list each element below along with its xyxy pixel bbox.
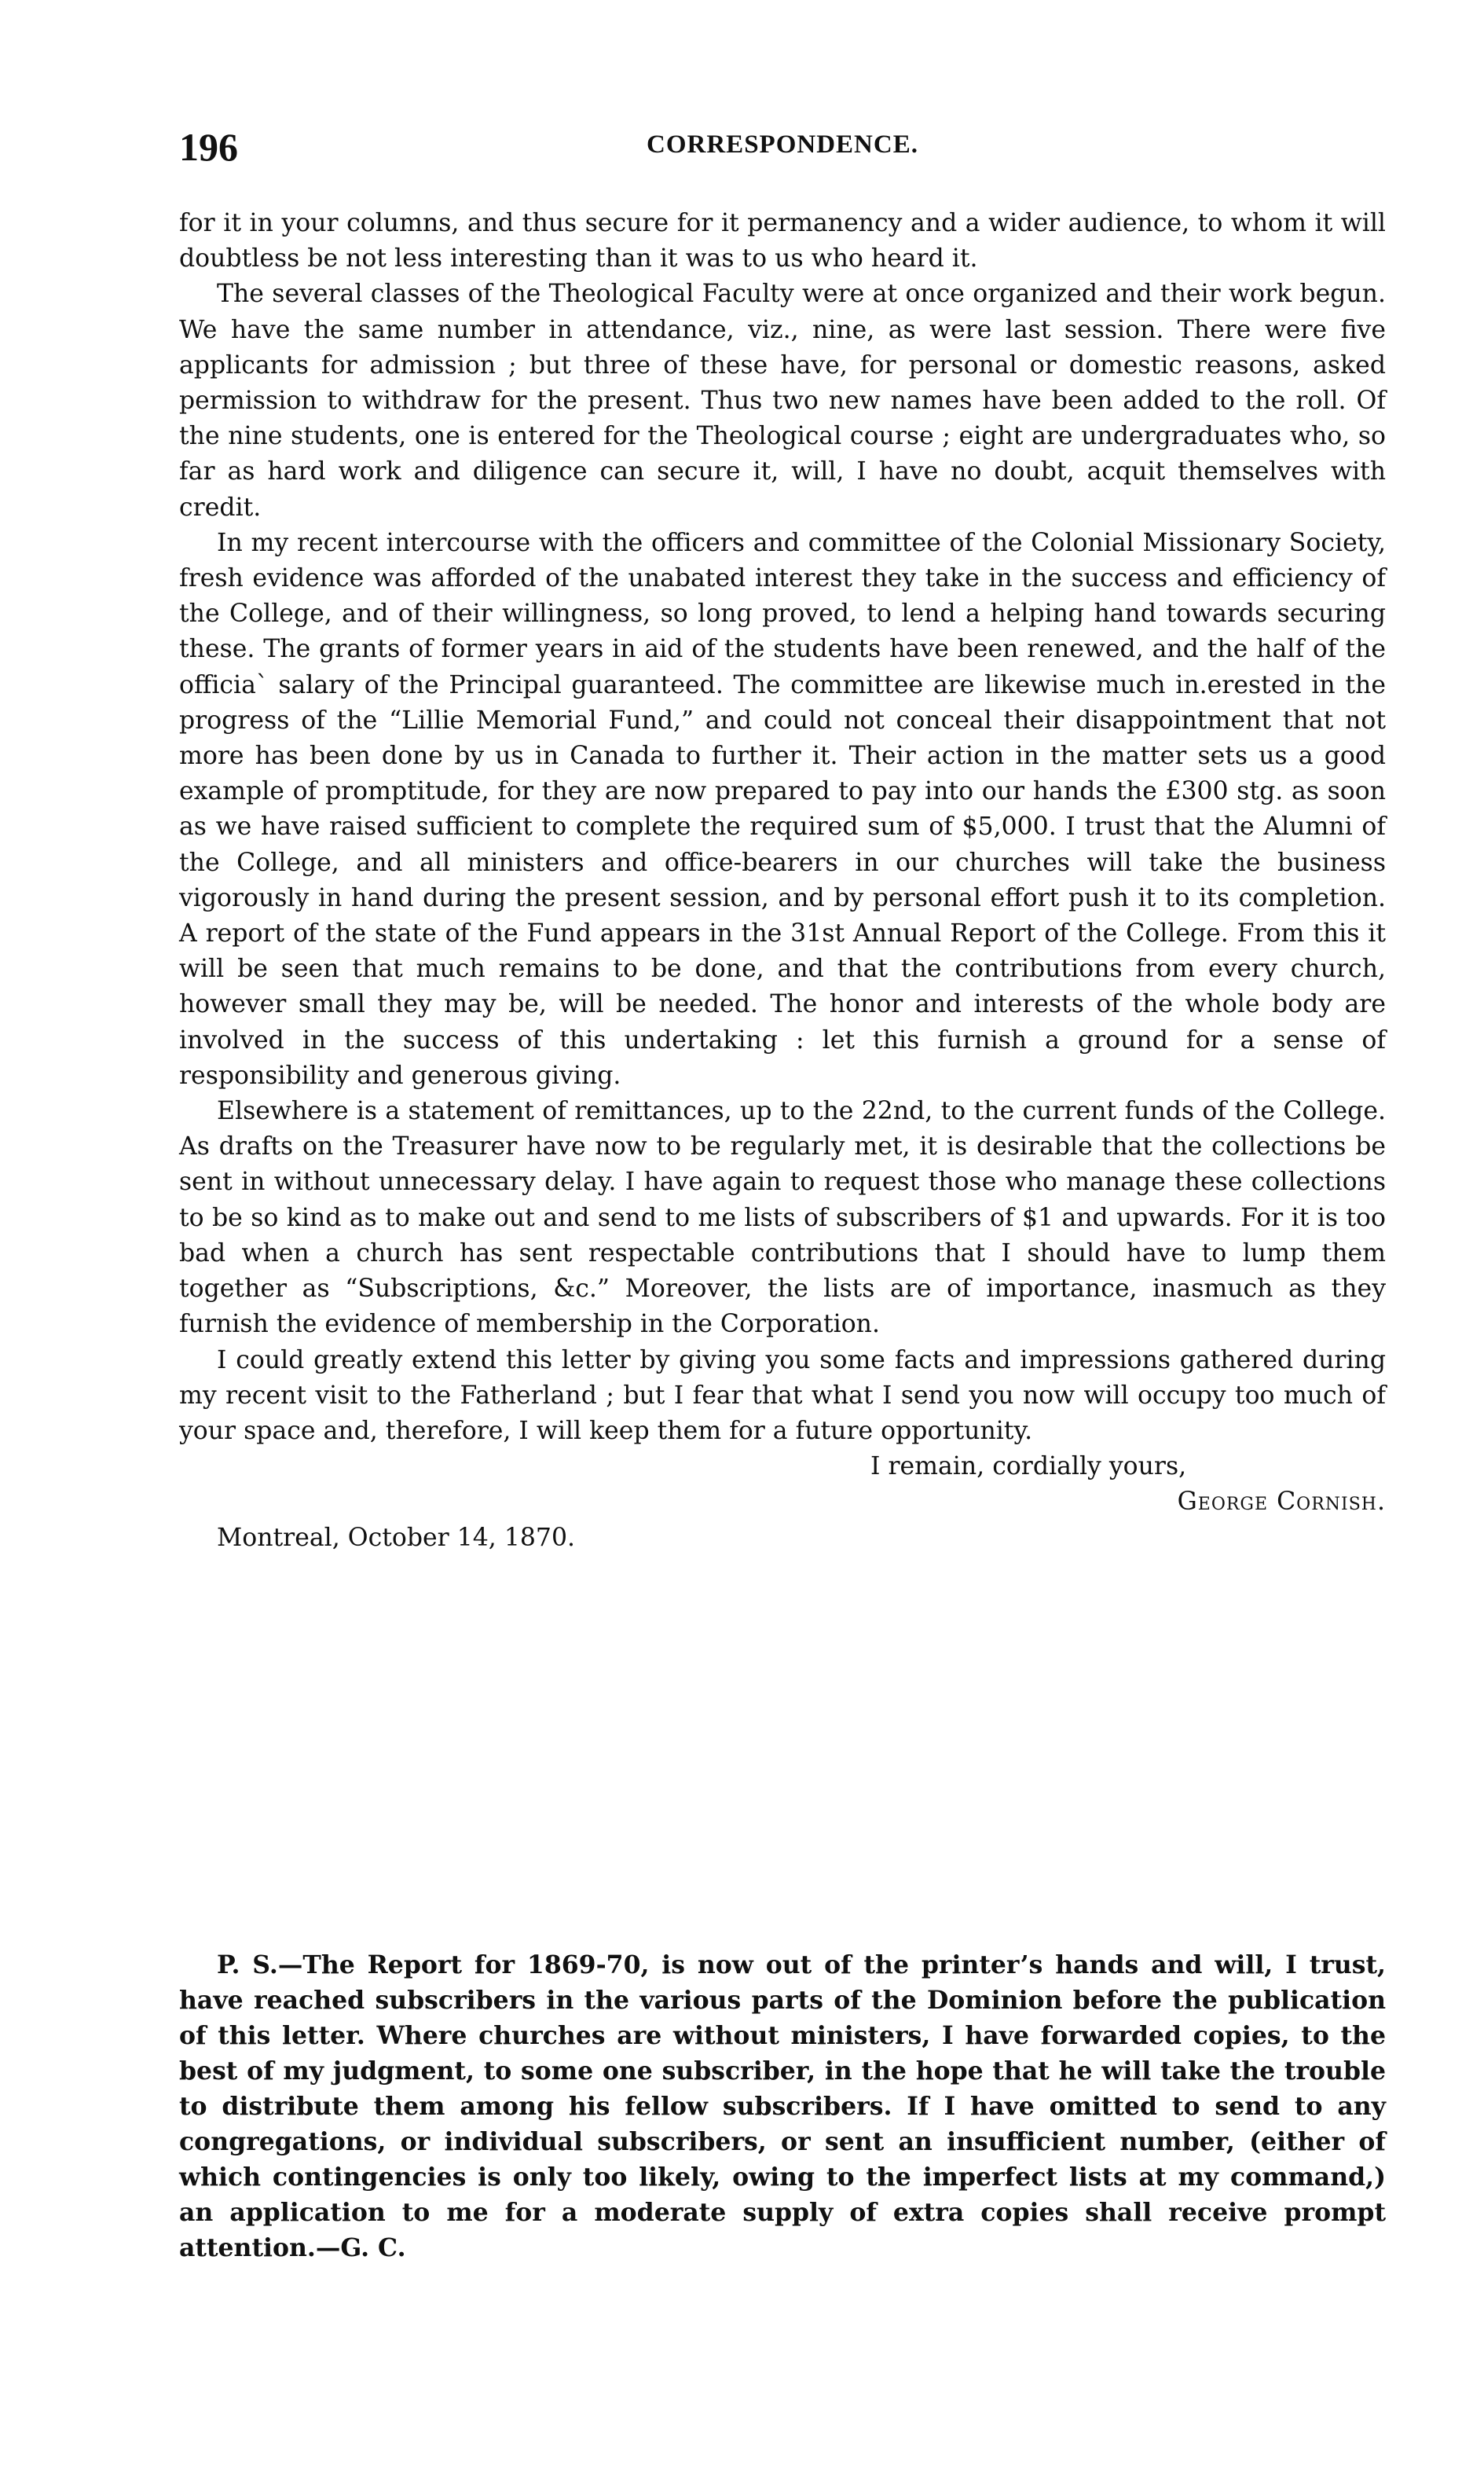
paragraph-closing-remarks: I could greatly extend this letter by giving you some facts and impressions gathered during my recent visit to the Fatherland ; but I fear that what I send you now will occupy too much of your space and, therefore, I will keep them for a future opportunity.: [179, 1345, 1386, 1445]
paragraph-theological-faculty: The several classes of the Theological Faculty were at once organized and their work begun. We have the same number in attendance, viz., nine, as were last session. There were five applicants for admission ; but three of these have, for personal or domestic reasons, asked permission to withdraw for the present. Thus two new names have been added to the roll. Of the nine students, one is entered for the Theological course ; eight are undergraduates who, so far as hard work and diligence can secure it, will, I have no doubt, acquit themselves with credit.: [179, 280, 1386, 522]
valediction: I remain, cordially yours,: [870, 1452, 1187, 1481]
paragraph-remittances: Elsewhere is a statement of remittances, up to the 22nd, to the current funds of the College. As drafts on the Treasurer have now to be regularly met, it is desirable that the collections be sent in without unnecessary delay. I have again to request those who manage these collections to be so kind as to make out and send to me lists of subscribers of $1 and upwards. For it is too bad when a church has sent respectable contributions that I should have to lump them together as “Subscriptions, &c.” Moreover, the lists are of importance, inasmuch as they furnish the evidence of membership in the Corporation.: [179, 1097, 1386, 1339]
letter-body: [179, 206, 1386, 1556]
running-title: CORRESPONDENCE.: [647, 130, 918, 159]
postscript-block: [179, 1947, 1386, 2265]
signature: George Cornish.: [1177, 1488, 1386, 1517]
paragraph-missionary-society: In my recent intercourse with the officers and committee of the Colonial Missionary Society, fresh evidence was afforded of the unabated interest they take in the success and efficiency of the College, and of their willingness, so long proved, to lend a helping hand towards securing these. The grants of former years in aid of the students have been renewed, and the half of the officia` salary of the Principal guaranteed. The committee are likewise much in.erested in the progress of the “Lillie Memorial Fund,” and could not conceal their disappointment that not more has been done by us in Canada to further it. Their action in the matter sets us a good example of promptitude, for they are now prepared to pay into our hands the £300 stg. as soon as we have raised sufficient to complete the required sum of $5,000. I trust that the Alumni of the College, and all ministers and office-bearers in our churches will take the business vigorously in hand during the present session, and by personal effort push it to its completion. A report of the state of the Fund appears in the 31st Annual Report of the College. From this it will be seen that much remains to be done, and that the contributions from every church, however small they may be, will be needed. The honor and interests of the whole body are involved in the success of this undertaking : let this furnish a ground for a sense of responsibility and generous giving.: [179, 528, 1386, 1090]
paragraph-continuation: for it in your columns, and thus secure for it permanency and a wider audience, to whom it will doubtless be not less interesting than it was to us who heard it.: [179, 209, 1386, 273]
postscript: P. S.—The Report for 1869-70, is now out of the printer’s hands and will, I trust, have reached subscribers in the various parts of the Dominion before the publication of this letter. Where churches are without ministers, I have forwarded copies, to the best of my judgment, to some one subscriber, in the hope that he will take the trouble to distribute them among his fellow subscribers. If I have omitted to send to any congregations, or individual subscribers, or sent an insufficient number, (either of which contingencies is only too likely, owing to the imperfect lists at my command,) an application to me for a moderate supply of extra copies shall receive prompt attention.—G. C.: [179, 1950, 1386, 2262]
page-number: 196: [179, 125, 238, 169]
running-head: [179, 124, 1386, 171]
dateline: Montreal, October 14, 1870.: [217, 1523, 575, 1552]
